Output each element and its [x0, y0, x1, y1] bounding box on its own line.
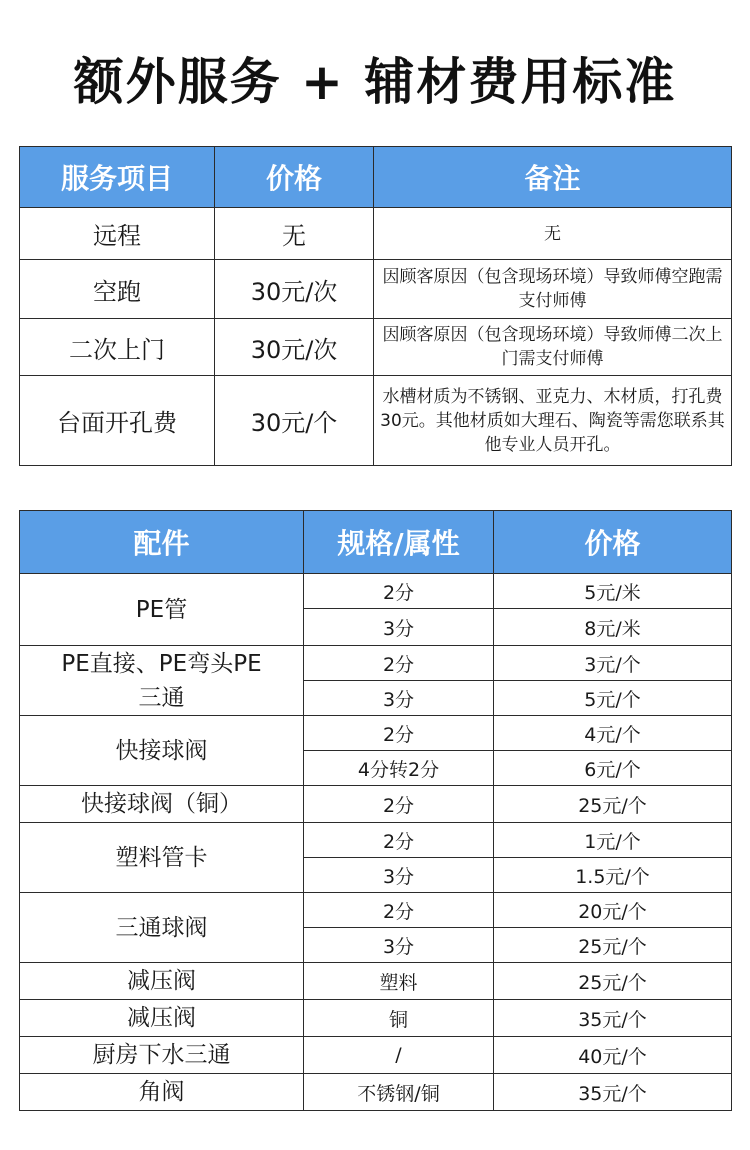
service-item: 空跑: [20, 260, 215, 319]
table-row: [20, 963, 732, 1000]
part-spec: 3分: [304, 928, 494, 963]
part-spec: 2分: [304, 716, 494, 751]
table-header-row: [20, 511, 732, 574]
part-name: 三通球阀: [20, 893, 304, 963]
parts-fee-table: [19, 510, 732, 1111]
column-header-price: 价格: [494, 511, 732, 574]
service-item: 台面开孔费: [20, 376, 215, 466]
service-item: 远程: [20, 208, 215, 260]
table-row: [20, 786, 732, 823]
part-price: 1.5元/个: [494, 858, 732, 893]
table-row: [20, 574, 732, 609]
service-note: 因顾客原因（包含现场环境）导致师傅二次上门需支付师傅: [374, 319, 732, 376]
part-spec: 2分: [304, 646, 494, 681]
table-row: [20, 1037, 732, 1074]
part-name: 厨房下水三通: [20, 1037, 304, 1074]
part-name: 减压阀: [20, 963, 304, 1000]
part-price: 6元/个: [494, 751, 732, 786]
table-row: [20, 319, 732, 376]
table-row: [20, 716, 732, 751]
table-row: [20, 1000, 732, 1037]
part-spec: /: [304, 1037, 494, 1074]
column-header-note: 备注: [374, 147, 732, 208]
table-row: [20, 893, 732, 928]
service-price: 无: [215, 208, 374, 260]
part-spec: 3分: [304, 609, 494, 646]
part-price: 20元/个: [494, 893, 732, 928]
service-note: 无: [374, 208, 732, 260]
part-spec: 2分: [304, 786, 494, 823]
part-price: 35元/个: [494, 1000, 732, 1037]
part-spec: 2分: [304, 893, 494, 928]
part-name: 快接球阀: [20, 716, 304, 786]
part-price: 5元/米: [494, 574, 732, 609]
part-spec: 2分: [304, 574, 494, 609]
part-name: 塑料管卡: [20, 823, 304, 893]
part-name: 快接球阀（铜）: [20, 786, 304, 823]
part-spec: 不锈钢/铜: [304, 1074, 494, 1111]
service-price: 30元/次: [215, 319, 374, 376]
column-header-price: 价格: [215, 147, 374, 208]
table-row: [20, 376, 732, 466]
table-row: [20, 646, 732, 681]
part-price: 35元/个: [494, 1074, 732, 1111]
part-spec: 3分: [304, 858, 494, 893]
part-name: 减压阀: [20, 1000, 304, 1037]
table-header-row: [20, 147, 732, 208]
part-spec: 塑料: [304, 963, 494, 1000]
part-name: PE直接、PE弯头PE三通: [20, 646, 304, 716]
part-price: 8元/米: [494, 609, 732, 646]
service-note: 水槽材质为不锈钢、亚克力、木材质，打孔费30元。其他材质如大理石、陶瓷等需您联系其他专业人员开孔。: [374, 376, 732, 466]
service-item: 二次上门: [20, 319, 215, 376]
part-price: 25元/个: [494, 963, 732, 1000]
part-name: 角阀: [20, 1074, 304, 1111]
part-price: 3元/个: [494, 646, 732, 681]
part-price: 25元/个: [494, 928, 732, 963]
part-spec: 2分: [304, 823, 494, 858]
part-price: 4元/个: [494, 716, 732, 751]
part-spec: 3分: [304, 681, 494, 716]
column-header-part: 配件: [20, 511, 304, 574]
part-price: 40元/个: [494, 1037, 732, 1074]
service-price: 30元/个: [215, 376, 374, 466]
part-name: PE管: [20, 574, 304, 646]
column-header-service-item: 服务项目: [20, 147, 215, 208]
page-title: 额外服务 + 辅材费用标准: [73, 53, 677, 111]
service-price: 30元/次: [215, 260, 374, 319]
part-price: 25元/个: [494, 786, 732, 823]
table-row: [20, 260, 732, 319]
service-note: 因顾客原因（包含现场环境）导致师傅空跑需支付师傅: [374, 260, 732, 319]
part-price: 1元/个: [494, 823, 732, 858]
part-spec: 铜: [304, 1000, 494, 1037]
table-row: [20, 1074, 732, 1111]
service-fee-table: [19, 146, 732, 466]
part-spec: 4分转2分: [304, 751, 494, 786]
table-row: [20, 208, 732, 260]
part-price: 5元/个: [494, 681, 732, 716]
table-row: [20, 823, 732, 858]
column-header-spec: 规格/属性: [304, 511, 494, 574]
